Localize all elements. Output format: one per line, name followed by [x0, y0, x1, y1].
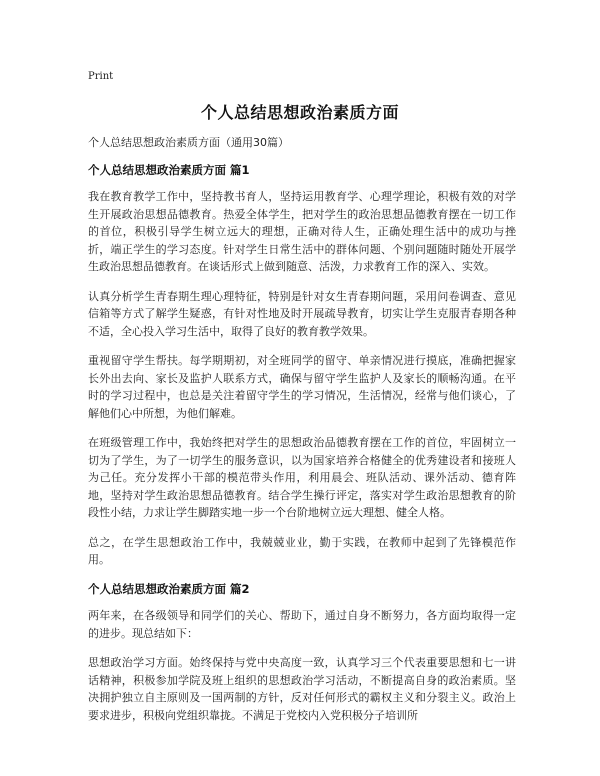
paragraph: 总之，在学生思想政治工作中，我兢兢业业，勤于实践，在教师中起到了先锋模范作用。 — [88, 535, 516, 566]
paragraph: 思想政治学习方面。始终保持与党中央高度一致，认真学习三个代表重要思想和七一讲话精神，积极参加学院及班上组织的思想政治学习活动，不断提高自身的政治素质。坚决拥护独立自主原则及一国两制的方针，反对任何形式的霸权主义和分裂主义。政治上要求进步，积极向党组织靠拢。不满足于党校内入党积极分子培训所 — [88, 656, 516, 722]
paragraph: 在班级管理工作中，我始终把对学生的思想政治品德教育摆在工作的首位，牢固树立一切为了学生，为了一切学生的服务意识，以为国家培养合格健全的优秀建设者和接班人为己任。充分发挥小干部的模范带头作用，利用晨会、班队活动、课外活动、德育阵地，坚持对学生政治思想品德教育。结合学生操行评定，落实对学生政治思想教育的阶段性小结，力求让学生脚踏实地一步一个台阶地树立远大理想、健全人格。 — [88, 436, 516, 519]
paragraph: 我在教育教学工作中，坚持教书育人，坚持运用教育学、心理学理论，积极有效的对学生开展政治思想品德教育。热爱全体学生，把对学生的政治思想品德教育摆在一切工作的首位，积极引导学生树立远大的理想，正确对待人生，正确处理生活中的成功与挫折，端正学生的学习态度。针对学生日常生活中的群体问题、个别问题随时随处开展学生政治思想品德教育。在谈话形式上做到随意、活泼，力求教育工作的深入、实效。 — [88, 190, 516, 273]
paragraph: 认真分析学生青春期生理心理特征，特别是针对女生青春期问题，采用问卷调查、意见信箱等方式了解学生疑惑，有针对性地及时开展疏导教育，切实让学生克服青春期各种不适，全心投入学习生活中，取得了良好的教育教学效果。 — [88, 289, 516, 338]
section-1 — [88, 162, 516, 569]
document-body — [88, 134, 516, 736]
paragraph: 重视留守学生帮扶。每学期期初，对全班同学的留守、单亲情况进行摸底，准确把握家长外出去向、家长及监护人联系方式，确保与留守学生监护人及家长的顺畅沟通。在平时的学习过程中，也总是关注着留守学生的学习情况，生活情况，经常与他们谈心，了解他们心中所想，为他们解难。 — [88, 354, 516, 420]
section-heading: 个人总结思想政治素质方面 篇2 — [88, 581, 250, 596]
section-2 — [88, 581, 516, 725]
document-title: 个人总结思想政治素质方面 — [200, 103, 399, 122]
document-subtitle: 个人总结思想政治素质方面（通用30篇） — [88, 136, 289, 149]
section-heading: 个人总结思想政治素质方面 篇1 — [88, 162, 250, 177]
print-link[interactable]: Print — [88, 71, 114, 82]
paragraph: 两年来，在各级领导和同学们的关心、帮助下，通过自身不断努力，各方面均取得一定的进步。现总结如下： — [88, 609, 516, 640]
